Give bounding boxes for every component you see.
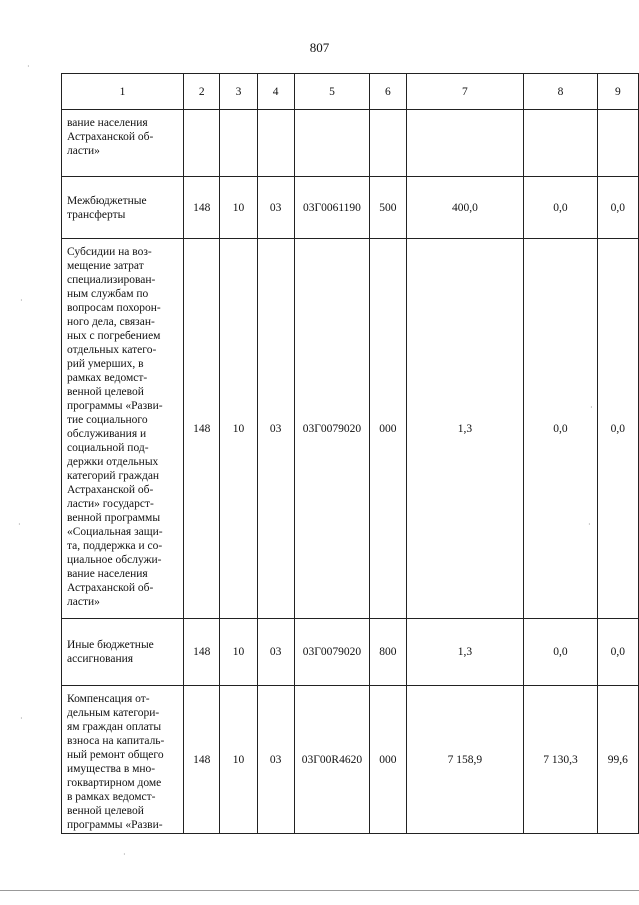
- cell-col-3: 10: [220, 177, 257, 239]
- header-col-9: 9: [597, 74, 638, 110]
- cell-col-3: [220, 110, 257, 177]
- scan-bottom-edge: [0, 890, 639, 891]
- cell-col-6: [370, 110, 406, 177]
- table-row: [62, 686, 639, 834]
- cell-col-9: [597, 110, 638, 177]
- cell-col-2: [184, 110, 220, 177]
- table-row: [62, 177, 639, 239]
- cell-col-7: 1,3: [406, 619, 524, 686]
- cell-col-3: 10: [220, 619, 257, 686]
- cell-col-5: 03Г0079020: [294, 239, 369, 619]
- cell-col-8: [524, 110, 597, 177]
- cell-col-5: 03Г00R4620: [294, 686, 369, 834]
- row-description: Субсидии на воз- мещение затрат специализирован- ным службам по вопросам похорон- ного дела, связан- ных с погребением отдельных катего- рий умерших, в рамках ведомст- венной целевой программы «Разви- тие социального обслуживания и социальной под- держки отдельных категорий граждан Астраханской об- ласти» государст- венной программы «Социальная защи- та, поддержка и со- циальное обслужи- вание населения Астраханской об- ласти»: [62, 239, 184, 619]
- cell-col-7: [406, 110, 524, 177]
- header-col-3: 3: [220, 74, 257, 110]
- header-col-5: 5: [294, 74, 369, 110]
- cell-col-4: [257, 110, 294, 177]
- cell-col-9: 0,0: [597, 177, 638, 239]
- cell-col-9: 0,0: [597, 619, 638, 686]
- cell-col-4: 03: [257, 239, 294, 619]
- table-row: [62, 619, 639, 686]
- cell-col-3: 10: [220, 239, 257, 619]
- cell-col-2: 148: [184, 177, 220, 239]
- table-row: [62, 110, 639, 177]
- scan-speck: ·: [20, 296, 23, 305]
- cell-col-2: 148: [184, 619, 220, 686]
- cell-col-6: 500: [370, 177, 406, 239]
- table-row: [62, 239, 639, 619]
- cell-col-6: 800: [370, 619, 406, 686]
- scan-speck: ·: [588, 520, 591, 529]
- cell-col-7: 400,0: [406, 177, 524, 239]
- cell-col-8: 0,0: [524, 239, 597, 619]
- cell-col-7: 7 158,9: [406, 686, 524, 834]
- scan-speck: ·: [18, 520, 21, 529]
- row-description: Компенсация от- дельным категори- ям граждан оплаты взноса на капиталь- ный ремонт общего имущества в мно- гоквартирном доме в рамках ведомст- венной целевой программы «Разви-: [62, 686, 184, 834]
- page-number: 807: [309, 40, 330, 55]
- cell-col-7: 1,3: [406, 239, 524, 619]
- row-description: Иные бюджетные ассигнования: [62, 619, 184, 686]
- cell-col-2: 148: [184, 239, 220, 619]
- cell-col-3: 10: [220, 686, 257, 834]
- cell-col-8: 0,0: [524, 619, 597, 686]
- cell-col-6: 000: [370, 686, 406, 834]
- cell-col-8: 7 130,3: [524, 686, 597, 834]
- scan-speck: ·: [20, 714, 23, 723]
- cell-col-4: 03: [257, 686, 294, 834]
- scan-speck: ·: [123, 850, 126, 859]
- budget-table: [61, 73, 639, 834]
- cell-col-9: 99,6: [597, 686, 638, 834]
- header-col-6: 6: [370, 74, 406, 110]
- cell-col-5: 03Г0079020: [294, 619, 369, 686]
- row-description: Межбюджетные трансферты: [62, 177, 184, 239]
- cell-col-5: 03Г0061190: [294, 177, 369, 239]
- header-col-8: 8: [524, 74, 597, 110]
- cell-col-8: 0,0: [524, 177, 597, 239]
- cell-col-2: 148: [184, 686, 220, 834]
- scan-speck: ·: [27, 62, 30, 71]
- cell-col-5: [294, 110, 369, 177]
- header-col-2: 2: [184, 74, 220, 110]
- scan-speck: ·: [590, 403, 593, 412]
- header-col-1: 1: [62, 74, 184, 110]
- header-row: [62, 74, 639, 110]
- cell-col-4: 03: [257, 619, 294, 686]
- cell-col-9: 0,0: [597, 239, 638, 619]
- header-col-4: 4: [257, 74, 294, 110]
- row-description: вание населения Астраханской об- ласти»: [62, 110, 184, 177]
- header-col-7: 7: [406, 74, 524, 110]
- cell-col-6: 000: [370, 239, 406, 619]
- cell-col-4: 03: [257, 177, 294, 239]
